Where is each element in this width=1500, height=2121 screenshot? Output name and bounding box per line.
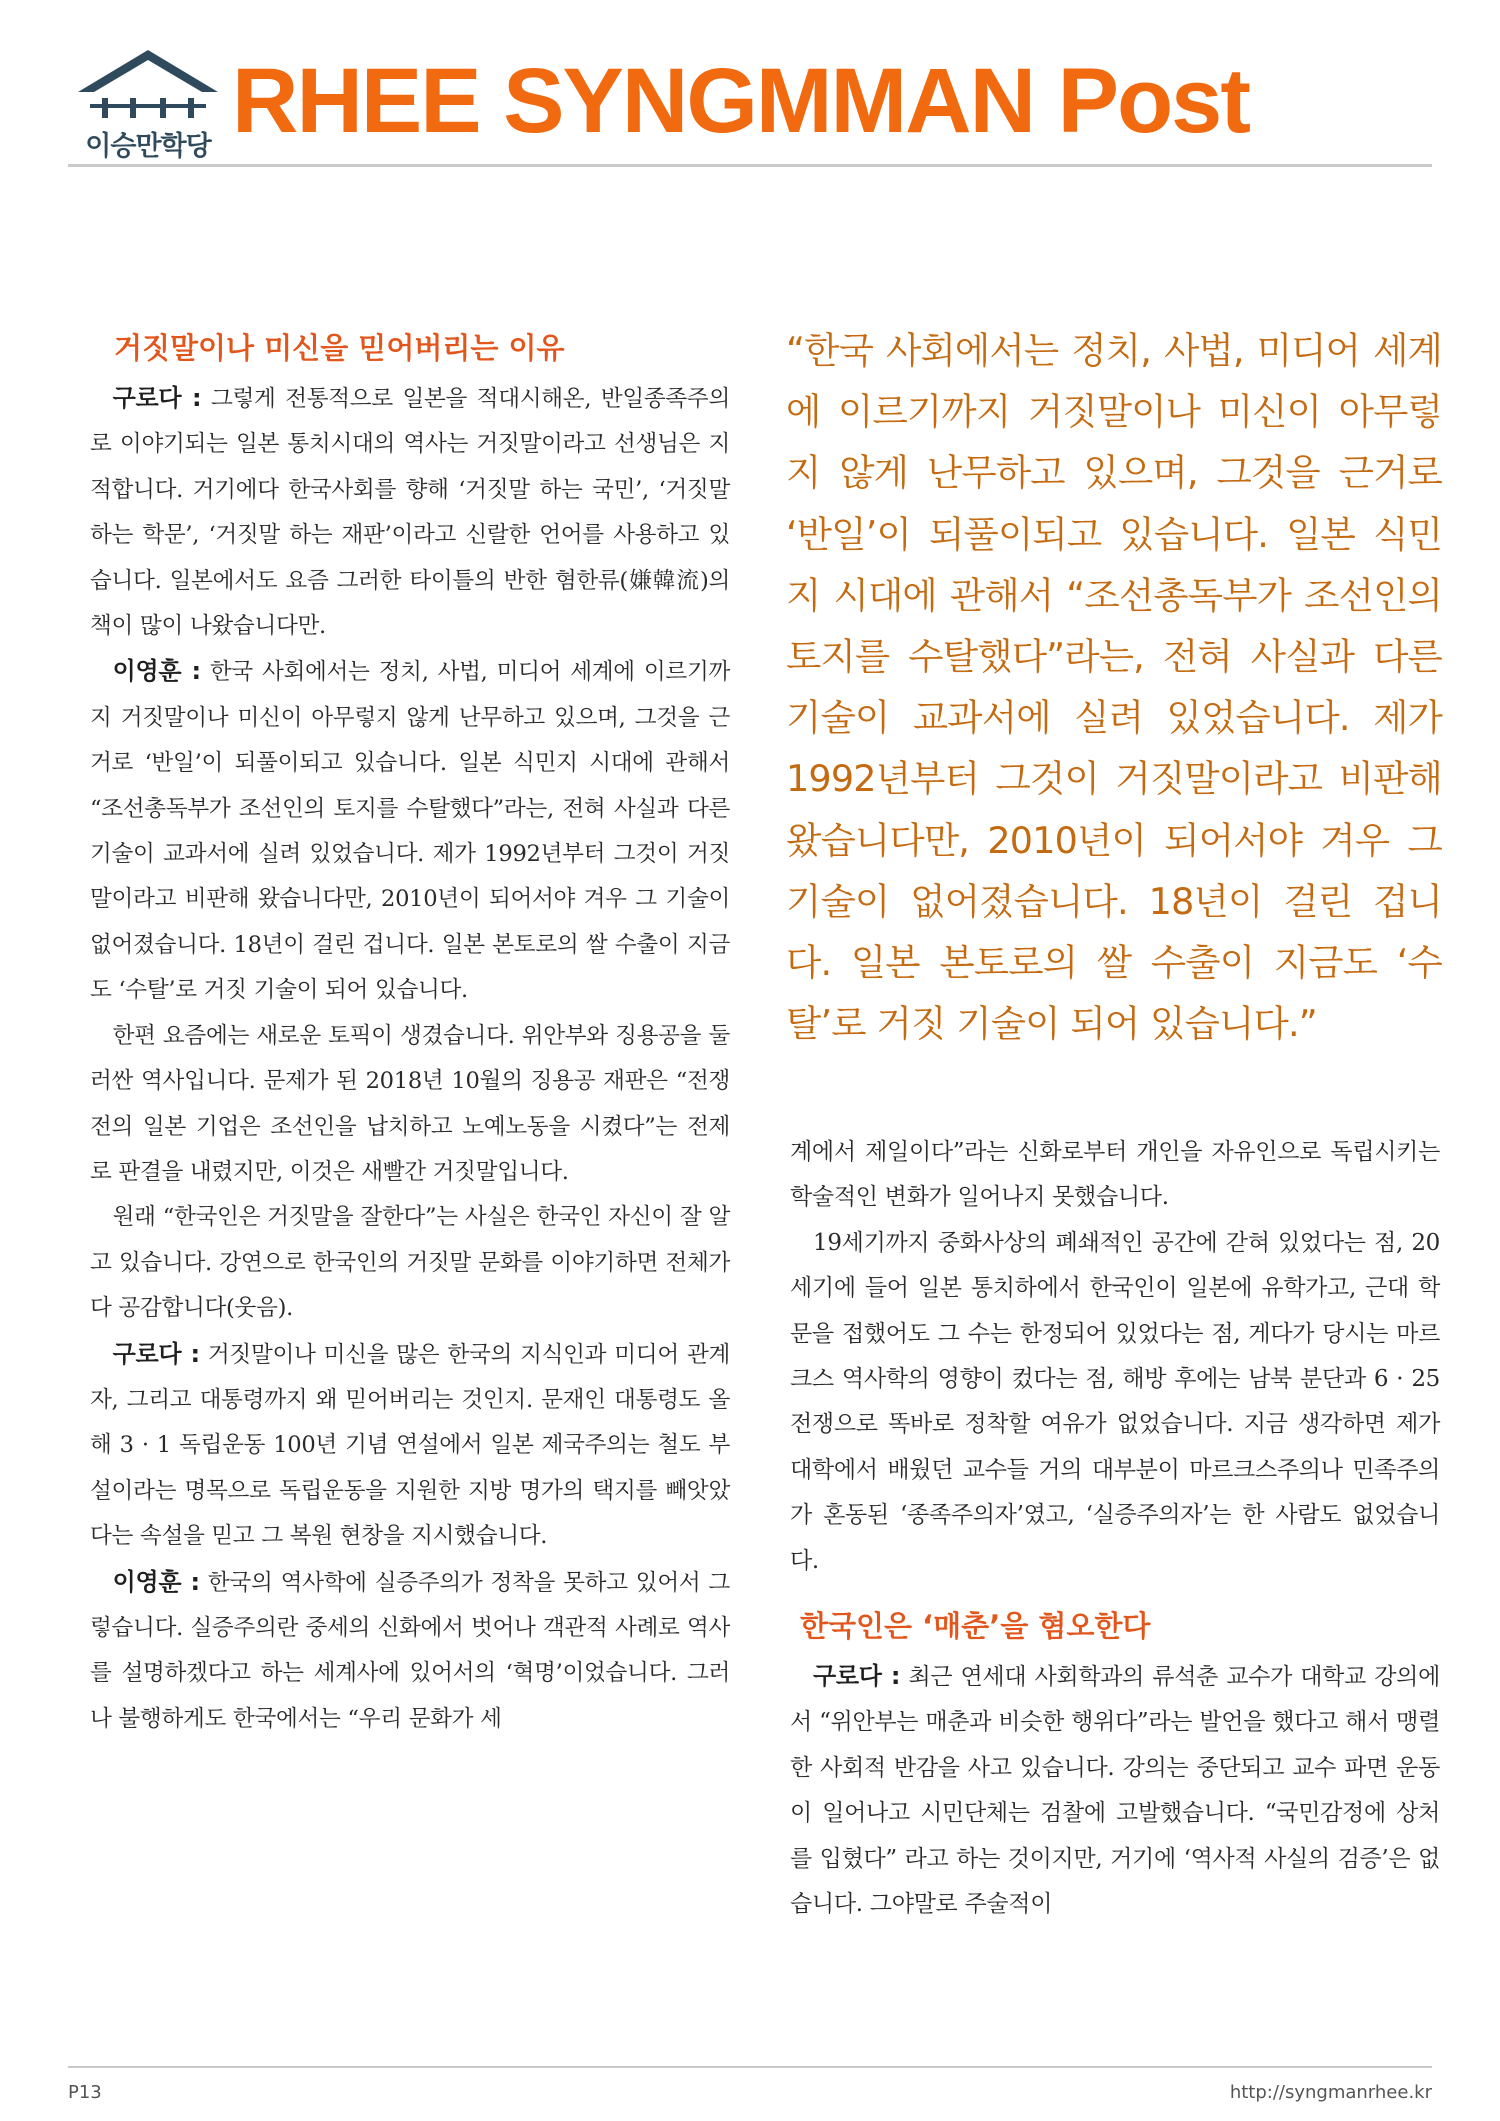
paragraph-text: 계에서 제일이다”라는 신화로부터 개인을 자유인으로 독립시키는 학술적인 변화가 일어나지 못했습니다. — [790, 1139, 1440, 1211]
paragraph-text: 거짓말이나 미신을 많은 한국의 지식인과 미디어 관계자, 그리고 대통령까지 왜 믿어버리는 것인지. 문재인 대통령도 올해 3 · 1 독립운동 100년 기념 연설에서 일본 제국주의는 철도 부설이라는 명목으로 독립운동을 지원한 지방 명가의 택지를 빼앗았다는 속설을 믿고 그 복원 현창을 지시했습니다. — [90, 1341, 730, 1550]
paragraph-text: 최근 연세대 사회학과의 류석춘 교수가 대학교 강의에서 “위안부는 매춘과 비슷한 행위다”라는 발언을 했다고 해서 맹렬한 사회적 반감을 사고 있습니다. 강의는 중단되고 교수 파면 운동이 일어나고 시민단체는 검찰에 고발했습니다. “국민감정에 상처를 입혔다” 라고 하는 것이지만, 거기에 ‘역사적 사실의 검증’은 없습니다. 그야말로 주술적이 — [790, 1664, 1440, 1918]
paragraph-text: 한국 사회에서는 정치, 사법, 미디어 세계에 이르기까지 거짓말이나 미신이 아무렇지 않게 난무하고 있으며, 그것을 근거로 ‘반일’이 되풀이되고 있습니다. 일본 식민지 시대에 관해서 “조선총독부가 조선인의 토지를 수탈했다”라는, 전혀 사실과 다른 기술이 교과서에 실려 있었습니다. 제가 1992년부터 그것이 거짓말이라고 비판해 왔습니다만, 2010년이 되어서야 겨우 그 기술이 없어졌습니다. 18년이 걸린 겁니다. 일본 본토로의 쌀 수출이 지금도 ‘수탈’로 거짓 기술이 되어 있습니다. — [90, 659, 730, 1004]
header-divider — [68, 164, 1432, 167]
masthead-title: RHEE SYNGMMAN Post — [232, 50, 1249, 152]
paragraph — [790, 1221, 1440, 1584]
footer-url[interactable]: http://syngmanrhee.kr — [1229, 2082, 1432, 2103]
paragraph — [90, 1560, 730, 1743]
speaker-label: 구로다 : — [112, 384, 202, 412]
footer-divider — [68, 2066, 1432, 2068]
logo — [68, 46, 228, 162]
paragraph — [90, 376, 730, 649]
school-building-icon — [68, 46, 228, 126]
section-heading: 거짓말이나 미신을 믿어버리는 이유 — [114, 331, 565, 365]
section-heading: 한국인은 ‘매춘’을 혐오한다 — [800, 1609, 1151, 1644]
paragraph-text: 한국의 역사학에 실증주의가 정착을 못하고 있어서 그렇습니다. 실증주의란 중세의 신화에서 벗어나 객관적 사례로 역사를 설명하겠다고 하는 세계사에 있어서의 ‘혁명’이었습니다. 그러나 불행하게도 한국에서는 “우리 문화가 세 — [90, 1569, 730, 1732]
paragraph-text: 원래 “한국인은 거짓말을 잘한다”는 사실은 한국인 자신이 잘 알고 있습니다. 강연으로 한국인의 거짓말 문화를 이야기하면 전체가 다 공감합니다(웃음). — [90, 1204, 730, 1322]
left-column — [90, 320, 730, 1742]
paragraph — [90, 1014, 730, 1196]
paragraph-text: 그렇게 전통적으로 일본을 적대시해온, 반일종족주의로 이야기되는 일본 통치시대의 역사는 거짓말이라고 선생님은 지적합니다. 거기에다 한국사회를 향해 ‘거짓말 하는 국민’, ‘거짓말 하는 학문’, ‘거짓말 하는 재판’이라고 신랄한 언어를 사용하고 있습니다. 일본에서도 요즘 그러한 타이틀의 반한 혐한류(嫌韓流)의 책이 많이 나왔습니다만. — [90, 386, 730, 640]
paragraph — [90, 649, 730, 1013]
paragraph-text: 한편 요즘에는 새로운 토픽이 생겼습니다. 위안부와 징용공을 둘러싼 역사입니다. 문제가 된 2018년 10월의 징용공 재판은 “전쟁 전의 일본 기업은 조선인을 납치하고 노예노동을 시켰다”는 전제로 판결을 내렸지만, 이것은 새빨간 거짓말입니다. — [90, 1022, 730, 1185]
right-column — [790, 1130, 1440, 1928]
pull-quote: “한국 사회에서는 정치, 사법, 미디어 세계에 이르기까지 거짓말이나 미신이 아무렇지 않게 난무하고 있으며, 그것을 근거로 ‘반일’이 되풀이되고 있습니다. 일본 식민지 시대에 관해서 “조선총독부가 조선인의 토지를 수탈했다”라는, 전혀 사실과 다른 기술이 교과서에 실려 있었습니다. 제가 1992년부터 그것이 거짓말이라고 비판해 왔습니다만, 2010년이 되어서야 겨우 그 기술이 없어졌습니다. 18년이 걸린 겁니다. 일본 본토로의 쌀 수출이 지금도 ‘수탈’로 거짓 기술이 되어 있습니다.” — [786, 329, 1442, 1046]
speaker-label: 이영훈 : — [112, 1567, 200, 1596]
speaker-label: 이영훈 : — [112, 657, 201, 686]
logo-text: 이승만학당 — [85, 131, 211, 162]
speaker-label: 구로다 : — [112, 1339, 200, 1368]
paragraph — [90, 1195, 730, 1331]
paragraph — [90, 1332, 730, 1560]
paragraph — [790, 1654, 1440, 1927]
speaker-label: 구로다 : — [813, 1662, 901, 1691]
paragraph-text: 19세기까지 중화사상의 폐쇄적인 공간에 갇혀 있었다는 점, 20세기에 들어 일본 통치하에서 한국인이 일본에 유학가고, 근대 학문을 접했어도 그 수는 한정되어 있었다는 점, 게다가 당시는 마르크스 역사학의 영향이 컸다는 점, 해방 후에는 남북 분단과 6 · 25 전쟁으로 똑바로 정착할 여유가 없었습니다. 지금 생각하면 제가 대학에서 배웠던 교수들 거의 대부분이 마르크스주의나 민족주의가 혼동된 ‘종족주의자’였고, ‘실증주의자’는 한 사람도 없었습니다. — [790, 1229, 1440, 1574]
paragraph — [790, 1130, 1440, 1221]
page-number: P13 — [68, 2082, 102, 2103]
